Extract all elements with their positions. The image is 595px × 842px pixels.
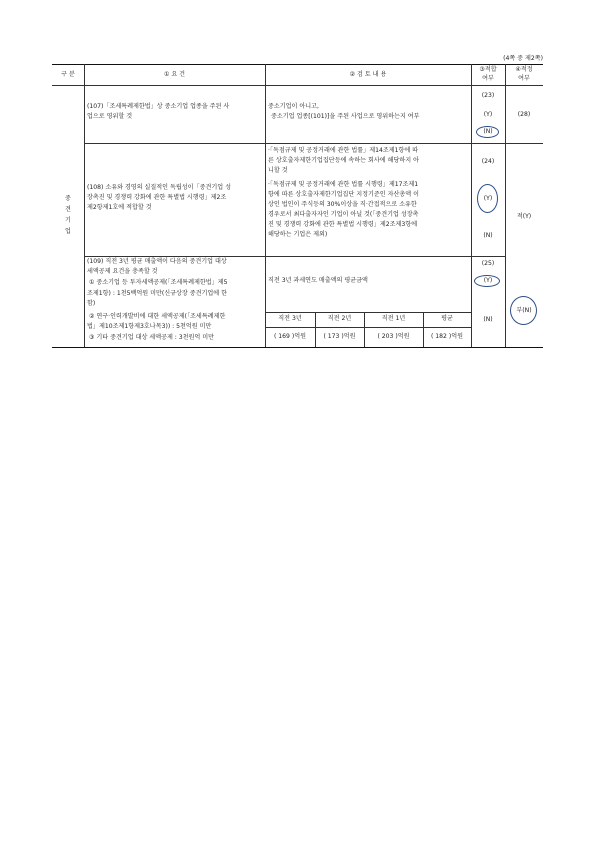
- row3-review-line: 직전 3년 과세연도 매출액의 평균금액: [268, 277, 368, 284]
- row1-fit-b: (28): [517, 111, 531, 118]
- row2-review-line: 경우로서 최다출자자인 기업이 아닐 것(「중견기업 성장촉: [268, 211, 419, 218]
- row2-requirement-line: 제2항제1호에 적합할 것: [87, 204, 152, 211]
- header-fit-b-line1: ④적정: [515, 66, 533, 73]
- sales-value: ( 173 )억원: [323, 333, 356, 340]
- row2-review-line: 상인 법인이 주식등의 30%이상을 직·간접적으로 소유한: [268, 201, 417, 208]
- row2-bottom-border: [84, 256, 505, 257]
- row2-no-mark: (N): [483, 232, 493, 239]
- row2-requirement-line: (108) 소유와 경영의 실질적인 독립성이「중견기업 성: [87, 184, 232, 191]
- sales-value: ( 169 )억원: [273, 333, 307, 340]
- sales-table-mid-border: [265, 327, 471, 328]
- row2-review-line: ·「독점규제 및 공정거래에 관한 법률 시행령」제17조제1: [268, 181, 419, 188]
- row3-fit-b: 부(N): [516, 307, 532, 314]
- row1-review-line: 중소기업이 아니고,: [268, 103, 319, 110]
- row3-no-mark: (N): [483, 316, 493, 323]
- row2-review-line: 니할 것: [268, 167, 288, 174]
- sales-table-top-border: [265, 312, 471, 313]
- header-fit-b-line2: 여부: [518, 75, 530, 82]
- col-sep-fit: [505, 64, 506, 347]
- header-review: ② 검 토 내 용: [349, 71, 387, 78]
- row3-requirement-line: ② 연구·인력개발비에 대한 세액공제(「조세특례제한: [89, 313, 226, 320]
- header-requirement: ① 요 건: [163, 71, 186, 78]
- row2-review-line: 진 및 경쟁력 강화에 관한 특별법 시행령」제2조제3항에: [268, 221, 418, 228]
- row1-requirement-line: 업으로 영위할 것: [87, 113, 133, 120]
- row1-bottom-border: [84, 143, 543, 144]
- row1-yes-mark: (Y): [483, 111, 493, 118]
- table-top-border: [52, 64, 543, 65]
- row3-yes-mark: (Y): [483, 277, 493, 284]
- row3-requirement-line: ① 중소기업 등 투자세액공제(「조세특례제한법」제5: [89, 279, 228, 286]
- sales-value: ( 203 )억원: [377, 333, 410, 340]
- row2-review-line: 항에 따른 상호출자제한기업집단 지정기준인 자산총액 이: [268, 191, 419, 198]
- sales-header: 평균: [441, 315, 453, 322]
- row1-item-number: (23): [481, 92, 495, 99]
- category-char: 업: [65, 228, 71, 235]
- row2-item-number: (24): [481, 158, 495, 165]
- row2-yes-circle-mark: [477, 184, 498, 213]
- header-fit-a-line1: ③적합: [479, 66, 497, 73]
- row1-review-line: 중소기업 업종[(101)]을 주된 사업으로 영위하는지 여부: [271, 113, 420, 120]
- col-sep-review: [471, 64, 472, 347]
- sales-header: 직전 3년: [278, 315, 302, 322]
- row2-review-line: 해당하는 기업은 제외): [268, 231, 328, 238]
- row3-item-number: (25): [481, 260, 495, 267]
- row3-requirement-line: 세액공제 요건을 충족할 것: [87, 268, 158, 275]
- row2-review-line: 른 상호출자제한기업집단등에 속하는 회사에 해당하지 아: [268, 157, 419, 164]
- row3-fit-b-circle-mark: [510, 296, 537, 325]
- category-char: 견: [65, 206, 71, 213]
- category-char: 기: [65, 217, 71, 224]
- row1-no-mark: (N): [483, 128, 493, 135]
- row3-requirement-line: ③ 기타 중견기업 대상 세액공제 : 3천원억 미만: [89, 334, 215, 341]
- category-char: 중: [65, 195, 71, 202]
- col-sep-category: [84, 64, 85, 347]
- sales-value: ( 182 )억원: [430, 333, 464, 340]
- table-bottom-border: [52, 347, 543, 348]
- col-sep-requirement: [265, 64, 266, 347]
- header-category: 구 분: [61, 71, 75, 78]
- row3-requirement-line: 법」제10조제1항제3호나목3)) : 5천억원 미만: [87, 323, 212, 330]
- header-fit-a-line2: 여부: [482, 75, 494, 82]
- sales-header: 직전 1년: [381, 315, 406, 322]
- row3-requirement-line: 조제1항) : 1천5백억원 미만(신규상장 중견기업에 한: [87, 290, 227, 297]
- row2-requirement-line: 장촉진 및 경쟁력 강화에 관한 특별법 시행령」제2조: [87, 194, 227, 201]
- header-bottom-border: [52, 85, 543, 86]
- row1-no-circle-mark: [476, 126, 499, 138]
- row3-requirement-line: 함): [87, 300, 96, 307]
- row3-requirement-line: (109) 직전 3년 평균 매출액이 다음의 중견기업 대상: [87, 258, 227, 265]
- row2-fit-b: 적(Y): [516, 213, 532, 220]
- row2-yes-mark: (Y): [483, 195, 493, 202]
- page-label: (4쪽 중 제2쪽): [503, 55, 543, 62]
- sales-header: 직전 2년: [327, 315, 352, 322]
- row2-review-line: ·「독점규제 및 공정거래에 관한 법률」제14조제1항에 따: [268, 147, 419, 154]
- row3-yes-circle-mark: [474, 275, 500, 287]
- row1-requirement-line: (107)「조세특례제한법」상 중소기업 업종을 주된 사: [87, 103, 230, 110]
